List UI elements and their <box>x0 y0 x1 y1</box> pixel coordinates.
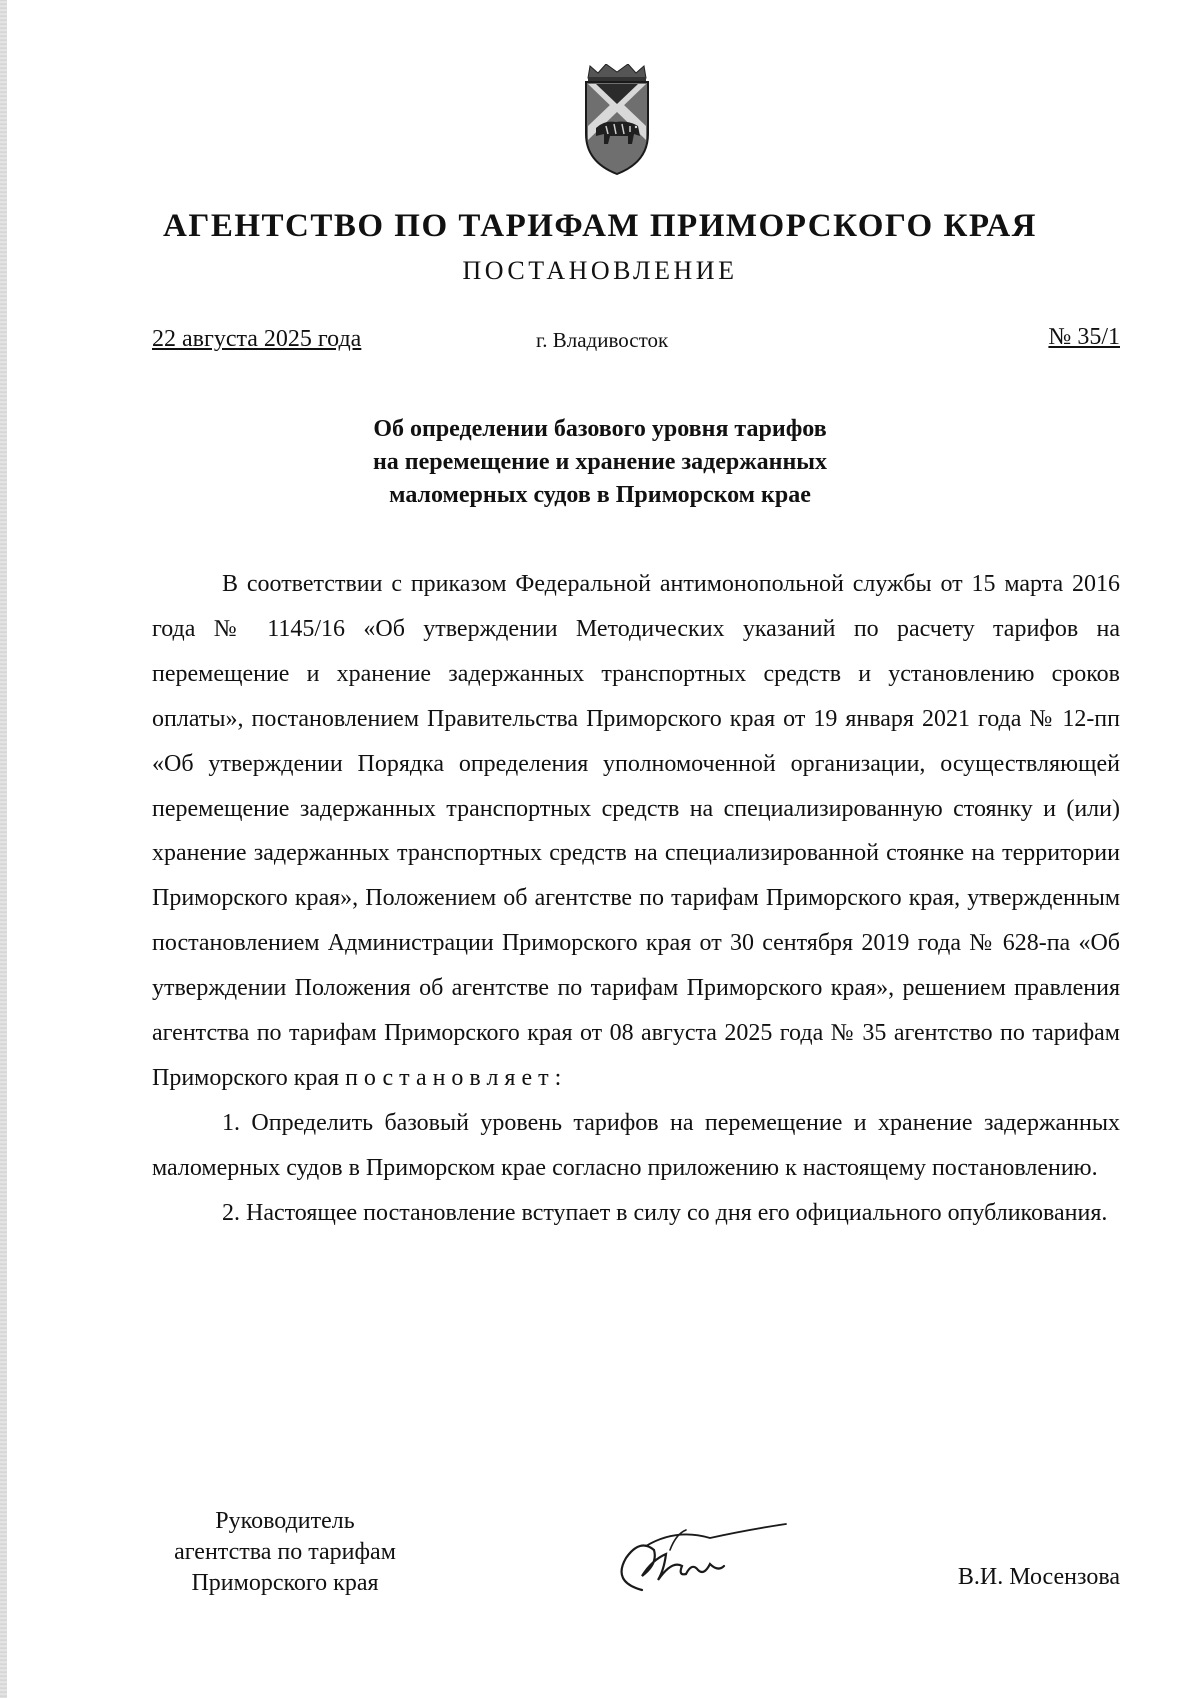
document-city: г. Владивосток <box>536 328 669 352</box>
document-number: № 35/1 <box>1048 324 1120 350</box>
preamble-text: В соответствии с приказом Федеральной антимонопольной службы от 15 марта 2016 года № 1145/16 «Об утверждении Методических указаний по расчету тарифов на перемещение и хранение задержанных транспортных средств и установлению сроков оплаты», постановлением Правительства Приморского края от 19 января 2021 года № 12-пп «Об утверждении Порядка определения уполномоченной организации, осуществляющей перемещение задержанных транспортных средств на специализированную стоянку и (или) хранение задержанных транспортных средств на специализированной стоянке на территории Приморского края», Положением об агентстве по тарифам Приморского края, утвержденным постановлением Администрации Приморского края от 30 сентября 2019 года № 628-па «Об утверждении Положения об агентстве по тарифам Приморского края», решением правления агентства по тарифам Приморского края от 08 августа 2025 года № 35 агентство по тарифам Приморского края <box>152 571 1120 1091</box>
handwritten-signature-icon <box>606 1520 796 1600</box>
subject-line: маломерных судов в Приморском крае <box>389 482 811 508</box>
position-line: Руководитель <box>215 1508 355 1534</box>
document-subject <box>0 413 1200 512</box>
position-line: Приморского края <box>191 1570 379 1596</box>
coat-of-arms-icon <box>582 64 652 176</box>
scan-edge <box>0 0 7 1698</box>
agency-title: АГЕНТСТВО ПО ТАРИФАМ ПРИМОРСКОГО КРАЯ <box>163 208 1037 244</box>
item-2-paragraph: 2. Настоящее постановление вступает в силу со дня его официального опубликования. <box>222 1199 1108 1226</box>
preamble-paragraph <box>152 562 1120 1101</box>
document-type: ПОСТАНОВЛЕНИЕ <box>462 256 738 285</box>
document-body <box>152 562 1120 1236</box>
signatory-position <box>150 1506 420 1599</box>
subject-line: на перемещение и хранение задержанных <box>372 449 828 475</box>
document-date: 22 августа 2025 года <box>152 326 362 352</box>
position-line: агентства по тарифам <box>174 1539 396 1565</box>
item-1-paragraph: 1. Определить базовый уровень тарифов на перемещение и хранение задержанных маломерных судов в Приморском крае согласно приложению к настоящему постановлению. <box>152 1109 1120 1181</box>
subject-line: Об определении базового уровня тарифов <box>373 416 827 442</box>
signatory-name: В.И. Мосензова <box>957 1564 1120 1590</box>
decree-word: постановляет: <box>345 1064 568 1091</box>
